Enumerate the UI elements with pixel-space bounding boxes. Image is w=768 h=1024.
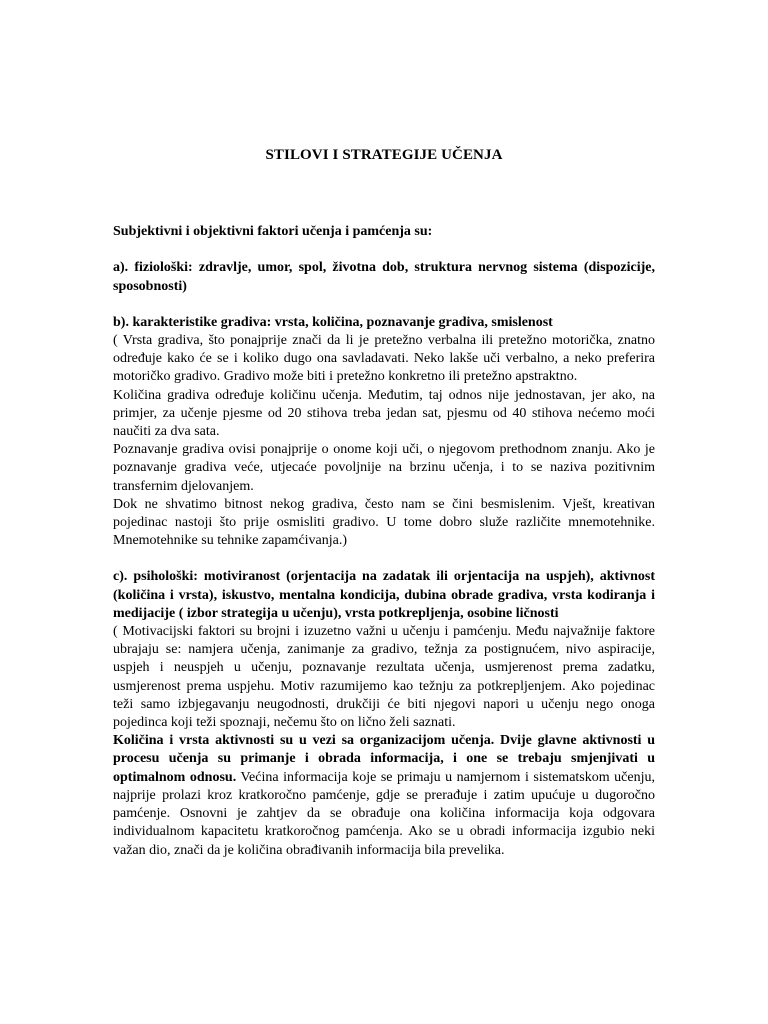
section-b-paragraph-3: Poznavanje gradiva ovisi ponajprije o onome koji uči, o njegovom prethodnom znanju. Ako je poznavanje gradiva veće, utjecaće povoljnije na brzinu učenja, i to se naziva pozitivnim transfernim djelovanjem. (113, 442, 655, 494)
section-c-paragraph-1: ( Motivacijski faktori su brojni i izuzetno važni u učenju i pamćenju. Među najvažnije faktore ubrajaju se: namjera učenja, zanimanje za gradivo, težnja za postignućem, nivo aspiracije, uspjeh i neuspjeh u učenju, poznavanje rezultata učenja, usmjerenost prema zadatku, usmjerenost prema uspjehu. Motiv razumijemo kao težnju za potkrepljenjem. Ako pojedinac teži samo izbjegavanju neugodnosti, drukčiji će biti njegovi napori u učenju nego onoga pojedinca koji teži spoznaji, nečemu što on lično želi saznati. (113, 624, 655, 731)
document-body (113, 146, 655, 860)
section-c-heading: c). psihološki: motiviranost (orjentacija na zadatak ili orjentacija na uspjeh), aktivnost (količina i vrsta), iskustvo, mentalna kondicija, dubina obrade gradiva, vrsta kodiranja i medijacije ( izbor strategija u učenju), vrsta potkrepljenja, osobine ličnosti (113, 569, 655, 621)
document-title: STILOVI I STRATEGIJE UČENJA (265, 147, 503, 163)
section-a-heading: a). fiziološki: zdravlje, umor, spol, životna dob, struktura nervnog sistema (dispozicije, sposobnosti) (113, 260, 655, 294)
spacer (113, 296, 655, 314)
section-c-paragraph-2-bold: Količina i vrsta aktivnosti su u vezi sa organizacijom učenja. Dvije glavne aktivnosti u procesu učenja su primanje i obrada informacija, i one se trebaju smjenjivati u optimalnom odnosu. (113, 733, 655, 785)
section-subtitle: Subjektivni i objektivni faktori učenja i pamćenja su: (113, 224, 433, 240)
spacer (113, 550, 655, 568)
section-b-paragraph-4: Dok ne shvatimo bitnost nekog gradiva, često nam se čini besmislenim. Vješt, kreativan pojedinac nastoji što prije osmisliti gradivo. U tome dobro služe različite mnemotehnike. Mnemotehnike su tehnike zapamćivanja.) (113, 496, 655, 549)
section-b-paragraph-1: ( Vrsta gradiva, što ponajprije znači da li je pretežno verbalna ili pretežno motorička, znatno određuje kako će se i koliko dugo ona savladavati. Neko lakše uči verbalno, a neko preferira motoričko gradivo. Gradivo može biti i pretežno konkretno ili pretežno apstraktno. (113, 333, 655, 385)
section-c-paragraph-2-rest: Većina informacija koje se primaju u namjernom i sistematskom učenju, najprije prolazi kroz kratkoročno pamćenje, gdje se prerađuje i zatim upućuje u dugoročno pamćenje. Osnovni je zahtjev da se obrađuje ona količina informacija koja odgovara individualnom kapacitetu kratkoročnog pamćenja. Ako se u obradi informacija izgubio neki važan dio, znači da je količina obrađivanih informacija bila prevelika. (113, 769, 656, 858)
section-c-paragraph-2 (113, 732, 655, 859)
section-b-heading: b). karakteristike gradiva: vrsta, količina, poznavanje gradiva, smislenost (113, 314, 553, 330)
section-b-paragraph-2: Količina gradiva određuje količinu učenja. Međutim, taj odnos nije jednostavan, jer ako, na primjer, za učenje pjesme od 20 stihova treba jedan sat, pjesmu od 40 stihova nećemo moći naučiti za dva sata. (113, 387, 655, 440)
